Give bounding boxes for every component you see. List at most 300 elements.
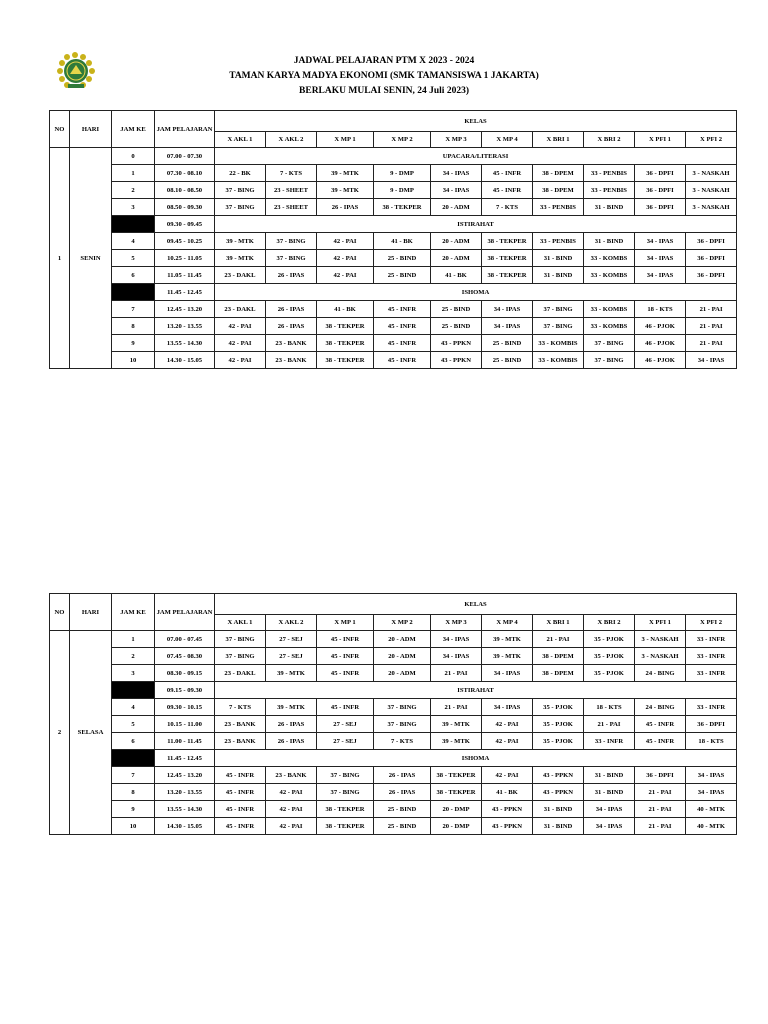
schedule-cell: 36 - DPFI — [686, 250, 737, 267]
schedule-cell: 23 - BANK — [215, 716, 266, 733]
table-row — [50, 233, 737, 250]
schedule-cell: 21 - PAI — [686, 335, 737, 352]
break-label: ISHOMA — [215, 284, 737, 301]
schedule-cell: 34 - IPAS — [482, 699, 533, 716]
schedule-cell: 34 - IPAS — [584, 801, 635, 818]
schedule-cell: 38 - TEKPER — [482, 250, 533, 267]
period-time: 14.30 - 15.05 — [155, 352, 215, 369]
table-row — [50, 733, 737, 750]
period-number: 10 — [112, 352, 155, 369]
schedule-cell: 7 - KTS — [374, 733, 431, 750]
schedule-cell: 38 - DPEM — [533, 182, 584, 199]
column-header-jam-ke: JAM KE — [112, 111, 155, 148]
table-row — [50, 335, 737, 352]
schedule-cell: 21 - PAI — [431, 665, 482, 682]
schedule-cell: 20 - ADM — [431, 199, 482, 216]
schedule-cell: 20 - ADM — [431, 250, 482, 267]
schedule-cell: 33 - KOMBS — [584, 301, 635, 318]
column-header-jam-pelajaran: JAM PELAJARAN — [155, 111, 215, 148]
schedule-cell: 34 - IPAS — [635, 267, 686, 284]
schedule-cell: 21 - PAI — [686, 318, 737, 335]
schedule-cell: 23 - BANK — [266, 335, 317, 352]
schedule-cell: 35 - PJOK — [584, 665, 635, 682]
column-header-no: NO — [50, 111, 70, 148]
schedule-cell: 46 - PJOK — [635, 352, 686, 369]
schedule-cell: 25 - BIND — [374, 250, 431, 267]
schedule-cell: 37 - BING — [374, 716, 431, 733]
table-row — [50, 216, 737, 233]
class-header: X MP 2 — [374, 132, 431, 148]
schedule-cell: 45 - INFR — [374, 352, 431, 369]
period-number: 8 — [112, 318, 155, 335]
schedule-cell: 39 - MTK — [482, 648, 533, 665]
schedule-cell: 37 - BING — [533, 301, 584, 318]
schedule-cell: 36 - DPFI — [686, 716, 737, 733]
schedule-cell: 33 - KOMBS — [584, 250, 635, 267]
class-header: X MP 1 — [317, 132, 374, 148]
class-header: X PFI 1 — [635, 132, 686, 148]
schedule-cell: 37 - BING — [266, 250, 317, 267]
schedule-cell: 23 - DAKL — [215, 301, 266, 318]
schedule-cell: 33 - INFR — [584, 733, 635, 750]
schedule-cell: 45 - INFR — [374, 335, 431, 352]
schedule-cell: 31 - BIND — [533, 267, 584, 284]
schedule-cell: 23 - DAKL — [215, 665, 266, 682]
schedule-cell: 23 - SHEET — [266, 199, 317, 216]
schedule-cell: 20 - ADM — [374, 631, 431, 648]
schedule-cell: 33 - INFR — [686, 648, 737, 665]
schedule-cell: 41 - BK — [431, 267, 482, 284]
table-row — [50, 301, 737, 318]
schedule-cell: 31 - BIND — [533, 801, 584, 818]
day-number: 1 — [50, 148, 70, 369]
period-time: 12.45 - 13.20 — [155, 767, 215, 784]
schedule-cell: 23 - BANK — [266, 767, 317, 784]
column-header-hari: HARI — [70, 111, 112, 148]
period-number: 1 — [112, 165, 155, 182]
column-header-kelas: KELAS — [215, 594, 737, 615]
break-label: ISTIRAHAT — [215, 216, 737, 233]
schedule-cell: 33 - KOMBS — [584, 267, 635, 284]
schedule-table-selasa — [49, 593, 737, 835]
schedule-cell: 26 - IPAS — [374, 767, 431, 784]
schedule-cell: 45 - INFR — [635, 733, 686, 750]
schedule-cell: 20 - DMP — [431, 818, 482, 835]
schedule-cell: 36 - DPFI — [686, 233, 737, 250]
table-row — [50, 648, 737, 665]
period-time: 13.55 - 14.30 — [155, 801, 215, 818]
class-header: X AKL 2 — [266, 132, 317, 148]
schedule-cell: 42 - PAI — [215, 335, 266, 352]
column-header-jam-pelajaran: JAM PELAJARAN — [155, 594, 215, 631]
schedule-cell: 39 - MTK — [266, 699, 317, 716]
schedule-cell: 21 - PAI — [635, 818, 686, 835]
schedule-cell: 42 - PAI — [482, 767, 533, 784]
schedule-cell: 38 - TEKPER — [317, 352, 374, 369]
period-time: 07.00 - 07.45 — [155, 631, 215, 648]
schedule-cell: 38 - TEKPER — [317, 318, 374, 335]
schedule-cell: 46 - PJOK — [635, 335, 686, 352]
period-time: 11.05 - 11.45 — [155, 267, 215, 284]
schedule-cell: 18 - KTS — [584, 699, 635, 716]
period-number: 9 — [112, 801, 155, 818]
schedule-cell: 42 - PAI — [482, 716, 533, 733]
period-time: 09.30 - 09.45 — [155, 216, 215, 233]
schedule-cell: 38 - TEKPER — [317, 818, 374, 835]
schedule-cell: 34 - IPAS — [686, 784, 737, 801]
table-row — [50, 682, 737, 699]
schedule-cell: 43 - PPKN — [431, 335, 482, 352]
schedule-cell: 42 - PAI — [266, 801, 317, 818]
period-time: 11.45 - 12.45 — [155, 750, 215, 767]
schedule-cell: 43 - PPKN — [482, 801, 533, 818]
schedule-cell: 33 - PENBIS — [533, 233, 584, 250]
class-header: X BRI 1 — [533, 132, 584, 148]
period-time: 08.30 - 09.15 — [155, 665, 215, 682]
period-time: 14.30 - 15.05 — [155, 818, 215, 835]
schedule-cell: 39 - MTK — [317, 182, 374, 199]
schedule-cell: 37 - BING — [266, 233, 317, 250]
class-header: X PFI 1 — [635, 615, 686, 631]
table-row — [50, 352, 737, 369]
schedule-cell: 33 - KOMBIS — [533, 335, 584, 352]
table-row — [50, 631, 737, 648]
schedule-cell: 38 - TEKPER — [374, 199, 431, 216]
schedule-cell: 45 - INFR — [317, 631, 374, 648]
schedule-cell: 25 - BIND — [374, 818, 431, 835]
schedule-cell: 23 - SHEET — [266, 182, 317, 199]
schedule-cell: 38 - DPEM — [533, 165, 584, 182]
schedule-cell: 27 - SEJ — [266, 648, 317, 665]
schedule-cell: 20 - ADM — [374, 648, 431, 665]
class-header: X AKL 1 — [215, 615, 266, 631]
schedule-cell: 42 - PAI — [215, 318, 266, 335]
class-header: X MP 2 — [374, 615, 431, 631]
table-row — [50, 148, 737, 165]
schedule-cell: 39 - MTK — [215, 250, 266, 267]
table-row — [50, 699, 737, 716]
schedule-cell: 18 - KTS — [635, 301, 686, 318]
schedule-cell: 34 - IPAS — [584, 818, 635, 835]
period-time: 08.50 - 09.30 — [155, 199, 215, 216]
schedule-cell: 21 - PAI — [584, 716, 635, 733]
period-time: 08.10 - 08.50 — [155, 182, 215, 199]
schedule-cell: 35 - PJOK — [533, 699, 584, 716]
schedule-cell: 34 - IPAS — [431, 631, 482, 648]
schedule-cell: 3 - NASKAH — [635, 648, 686, 665]
schedule-cell: 37 - BING — [374, 699, 431, 716]
schedule-cell: 25 - BIND — [431, 318, 482, 335]
schedule-cell: 40 - MTK — [686, 801, 737, 818]
schedule-cell: 36 - DPFI — [635, 767, 686, 784]
schedule-cell: 37 - BING — [317, 767, 374, 784]
schedule-cell: 7 - KTS — [215, 699, 266, 716]
column-header-no: NO — [50, 594, 70, 631]
schedule-cell: 45 - INFR — [482, 165, 533, 182]
schedule-cell: 37 - BING — [533, 318, 584, 335]
schedule-cell: 3 - NASKAH — [635, 631, 686, 648]
schedule-cell: 36 - DPFI — [635, 165, 686, 182]
period-time: 07.45 - 08.30 — [155, 648, 215, 665]
schedule-cell: 38 - DPEM — [533, 665, 584, 682]
schedule-cell: 37 - BING — [215, 199, 266, 216]
period-time: 09.15 - 09.30 — [155, 682, 215, 699]
schedule-cell: 31 - BIND — [584, 199, 635, 216]
schedule-cell: 39 - MTK — [215, 233, 266, 250]
class-header: X MP 3 — [431, 132, 482, 148]
schedule-cell: 26 - IPAS — [317, 199, 374, 216]
schedule-cell: 42 - PAI — [266, 818, 317, 835]
schedule-cell: 35 - PJOK — [533, 733, 584, 750]
schedule-cell: 34 - IPAS — [482, 665, 533, 682]
schedule-table-senin — [49, 110, 737, 369]
period-number: 7 — [112, 301, 155, 318]
schedule-cell: 21 - PAI — [686, 301, 737, 318]
schedule-cell: 36 - DPFI — [635, 199, 686, 216]
schedule-cell: 34 - IPAS — [431, 648, 482, 665]
period-number: 10 — [112, 818, 155, 835]
schedule-cell: 37 - BING — [215, 631, 266, 648]
document-titles — [0, 53, 768, 99]
table-row — [50, 284, 737, 301]
schedule-cell: 45 - INFR — [317, 699, 374, 716]
class-header: X MP 1 — [317, 615, 374, 631]
period-number: 5 — [112, 250, 155, 267]
schedule-cell: 21 - PAI — [533, 631, 584, 648]
schedule-cell: 33 - INFR — [686, 631, 737, 648]
schedule-cell: 18 - KTS — [686, 733, 737, 750]
class-header: X BRI 2 — [584, 615, 635, 631]
schedule-cell: 21 - PAI — [635, 784, 686, 801]
schedule-cell: 24 - BING — [635, 665, 686, 682]
table-row — [50, 750, 737, 767]
column-header-hari: HARI — [70, 594, 112, 631]
schedule-cell: 26 - IPAS — [266, 716, 317, 733]
period-time: 10.15 - 11.00 — [155, 716, 215, 733]
schedule-cell: 9 - DMP — [374, 165, 431, 182]
header-row — [50, 111, 737, 132]
schedule-cell: 38 - TEKPER — [482, 267, 533, 284]
schedule-cell: 38 - TEKPER — [482, 233, 533, 250]
schedule-cell: 22 - BK — [215, 165, 266, 182]
schedule-cell: 33 - KOMBIS — [533, 352, 584, 369]
period-number: 6 — [112, 267, 155, 284]
period-number — [112, 216, 155, 233]
schedule-cell: 35 - PJOK — [584, 631, 635, 648]
schedule-cell: 20 - ADM — [431, 233, 482, 250]
schedule-cell: 38 - TEKPER — [431, 767, 482, 784]
schedule-cell: 26 - IPAS — [266, 318, 317, 335]
schedule-cell: 23 - BANK — [215, 733, 266, 750]
schedule-cell: 7 - KTS — [266, 165, 317, 182]
schedule-cell: 38 - TEKPER — [317, 335, 374, 352]
class-header: X MP 4 — [482, 615, 533, 631]
schedule-cell: 40 - MTK — [686, 818, 737, 835]
document-title: JADWAL PELAJARAN PTM X 2023 - 2024 — [293, 56, 475, 66]
schedule-cell: 39 - MTK — [482, 631, 533, 648]
schedule-cell: 39 - MTK — [431, 716, 482, 733]
table-row — [50, 182, 737, 199]
schedule-cell: 26 - IPAS — [266, 301, 317, 318]
schedule-cell: 34 - IPAS — [635, 233, 686, 250]
schedule-cell: 45 - INFR — [635, 716, 686, 733]
table-row — [50, 818, 737, 835]
schedule-cell: 26 - IPAS — [266, 733, 317, 750]
schedule-cell: 26 - IPAS — [374, 784, 431, 801]
schedule-cell: 39 - MTK — [317, 165, 374, 182]
schedule-cell: 43 - PPKN — [533, 784, 584, 801]
schedule-cell: 25 - BIND — [482, 352, 533, 369]
schedule-cell: 37 - BING — [584, 352, 635, 369]
period-time: 13.20 - 13.55 — [155, 318, 215, 335]
period-number: 7 — [112, 767, 155, 784]
schedule-cell: 33 - PENBIS — [584, 165, 635, 182]
period-number: 8 — [112, 784, 155, 801]
schedule-cell: 39 - MTK — [431, 733, 482, 750]
schedule-cell: 36 - DPFI — [686, 267, 737, 284]
schedule-cell: 38 - DPEM — [533, 648, 584, 665]
schedule-cell: 45 - INFR — [374, 318, 431, 335]
period-time: 11.00 - 11.45 — [155, 733, 215, 750]
class-header: X AKL 2 — [266, 615, 317, 631]
schedule-cell: 20 - DMP — [431, 801, 482, 818]
schedule-cell: 42 - PAI — [482, 733, 533, 750]
schedule-cell: 42 - PAI — [317, 250, 374, 267]
schedule-cell: 34 - IPAS — [686, 352, 737, 369]
schedule-cell: 25 - BIND — [431, 301, 482, 318]
table-row — [50, 784, 737, 801]
schedule-cell: 33 - PENBIS — [533, 199, 584, 216]
break-label: ISTIRAHAT — [215, 682, 737, 699]
schedule-cell: 23 - DAKL — [215, 267, 266, 284]
schedule-cell: 37 - BING — [584, 335, 635, 352]
schedule-cell: 31 - BIND — [533, 250, 584, 267]
schedule-cell: 3 - NASKAH — [686, 165, 737, 182]
schedule-cell: 42 - PAI — [317, 267, 374, 284]
schedule-cell: 41 - BK — [482, 784, 533, 801]
schedule-cell: 45 - INFR — [374, 301, 431, 318]
school-name: TAMAN KARYA MADYA EKONOMI (SMK TAMANSISWA 1 JAKARTA) — [229, 71, 539, 81]
schedule-cell: 37 - BING — [215, 648, 266, 665]
schedule-cell: 25 - BIND — [374, 267, 431, 284]
schedule-cell: 33 - INFR — [686, 699, 737, 716]
table-row — [50, 716, 737, 733]
schedule-cell: 36 - DPFI — [635, 182, 686, 199]
schedule-cell: 34 - IPAS — [686, 767, 737, 784]
schedule-cell: 42 - PAI — [266, 784, 317, 801]
schedule-cell: 27 - SEJ — [266, 631, 317, 648]
schedule-cell: 37 - BING — [317, 784, 374, 801]
schedule-cell: 45 - INFR — [215, 801, 266, 818]
schedule-cell: 31 - BIND — [533, 818, 584, 835]
schedule-cell: 43 - PPKN — [482, 818, 533, 835]
effective-date: BERLAKU MULAI SENIN, 24 Juli 2023) — [299, 86, 469, 96]
period-time: 07.30 - 08.10 — [155, 165, 215, 182]
class-header: X AKL 1 — [215, 132, 266, 148]
class-header: X BRI 1 — [533, 615, 584, 631]
period-time: 09.45 - 10.25 — [155, 233, 215, 250]
period-number: 6 — [112, 733, 155, 750]
schedule-cell: 42 - PAI — [215, 352, 266, 369]
schedule-cell: 35 - PJOK — [584, 648, 635, 665]
column-header-jam-ke: JAM KE — [112, 594, 155, 631]
table-row — [50, 267, 737, 284]
break-label: ISHOMA — [215, 750, 737, 767]
table-row — [50, 665, 737, 682]
period-number: 3 — [112, 199, 155, 216]
schedule-cell: 24 - BING — [635, 699, 686, 716]
schedule-cell: 35 - PJOK — [533, 716, 584, 733]
day-number: 2 — [50, 631, 70, 835]
schedule-cell: 7 - KTS — [482, 199, 533, 216]
schedule-cell: 3 - NASKAH — [686, 182, 737, 199]
schedule-cell: 38 - TEKPER — [317, 801, 374, 818]
table-row — [50, 318, 737, 335]
table-row — [50, 165, 737, 182]
schedule-cell: 45 - INFR — [215, 767, 266, 784]
class-header: X BRI 2 — [584, 132, 635, 148]
schedule-cell: 21 - PAI — [431, 699, 482, 716]
period-number: 2 — [112, 182, 155, 199]
schedule-cell: 43 - PPKN — [533, 767, 584, 784]
class-header: X PFI 2 — [686, 615, 737, 631]
table-row — [50, 801, 737, 818]
schedule-cell: 9 - DMP — [374, 182, 431, 199]
period-number: 1 — [112, 631, 155, 648]
period-time: 07.00 - 07.30 — [155, 148, 215, 165]
schedule-cell: 25 - BIND — [374, 801, 431, 818]
schedule-cell: 34 - IPAS — [635, 250, 686, 267]
schedule-cell: 37 - BING — [215, 182, 266, 199]
schedule-cell: 34 - IPAS — [431, 182, 482, 199]
schedule-cell: 34 - IPAS — [482, 318, 533, 335]
period-time: 09.30 - 10.15 — [155, 699, 215, 716]
schedule-cell: 43 - PPKN — [431, 352, 482, 369]
period-time: 11.45 - 12.45 — [155, 284, 215, 301]
period-number: 3 — [112, 665, 155, 682]
header-row — [50, 594, 737, 615]
document-header — [0, 0, 768, 100]
schedule-cell: 39 - MTK — [266, 665, 317, 682]
schedule-cell: 45 - INFR — [215, 818, 266, 835]
schedule-cell: 31 - BIND — [584, 233, 635, 250]
period-number: 0 — [112, 148, 155, 165]
schedule-cell: 45 - INFR — [317, 665, 374, 682]
schedule-cell: 33 - PENBIS — [584, 182, 635, 199]
schedule-cell: 21 - PAI — [635, 801, 686, 818]
schedule-cell: 38 - TEKPER — [431, 784, 482, 801]
schedule-cell: 45 - INFR — [215, 784, 266, 801]
period-number: 9 — [112, 335, 155, 352]
class-header: X MP 3 — [431, 615, 482, 631]
period-time: 13.55 - 14.30 — [155, 335, 215, 352]
schedule-cell: 45 - INFR — [317, 648, 374, 665]
schedule-cell: 33 - KOMBS — [584, 318, 635, 335]
schedule-cell: 41 - BK — [317, 301, 374, 318]
period-time: 12.45 - 13.20 — [155, 301, 215, 318]
schedule-cell: 26 - IPAS — [266, 267, 317, 284]
class-header: X PFI 2 — [686, 132, 737, 148]
class-header: X MP 4 — [482, 132, 533, 148]
schedule-cell: 20 - ADM — [374, 665, 431, 682]
period-number: 4 — [112, 699, 155, 716]
schedule-cell: 27 - SEJ — [317, 733, 374, 750]
break-label: UPACARA/LITERASI — [215, 148, 737, 165]
day-name: SENIN — [70, 148, 112, 369]
schedule-cell: 46 - PJOK — [635, 318, 686, 335]
period-time: 10.25 - 11.05 — [155, 250, 215, 267]
schedule-cell: 3 - NASKAH — [686, 199, 737, 216]
